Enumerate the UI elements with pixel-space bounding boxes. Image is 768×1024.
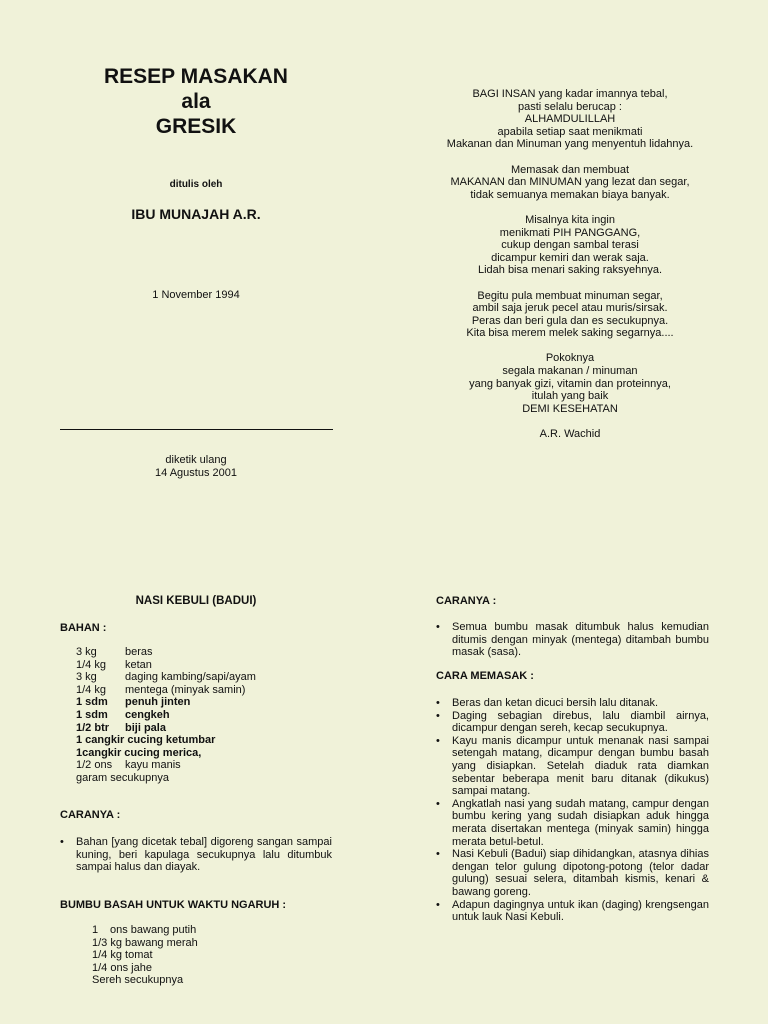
ingredient-row [76,759,256,772]
bumbu-quantity: 1/4 ons jahe [92,961,152,974]
recipe-title: NASI KEBULI (BADUI) [135,595,257,607]
caranya-heading-right: CARANYA : [436,595,497,607]
ingredient-item: beras [125,646,153,658]
ingredient-quantity: 3 kg [76,671,97,684]
poem-line: Lidah bisa menari saking raksyehnya. [477,264,663,277]
ingredient-item: cengkeh [125,708,170,721]
poem-line: apabila setiap saat menikmati [497,125,643,138]
cara-memasak-heading: CARA MEMASAK : [436,670,534,682]
ingredient-item: ketan [125,658,152,671]
poem-line: pasti selalu berucap : [518,100,622,113]
poem-line: dicampur kemiri dan werak saja. [491,251,649,264]
poem-line: itulah yang baik [531,390,609,403]
bumbu-quantity: 1/3 kg bawang merah [92,936,198,949]
poem-line: segala makanan / minuman [502,365,638,378]
bumbu-quantity: 1/4 kg tomat [92,949,153,962]
poem-line: Memasak dan membuat [511,163,629,176]
poem-line: cukup dengan sambal terasi [501,239,639,252]
ingredient-row [76,646,256,659]
bumbu-quantity: 1 [92,924,99,936]
ingredient-row [76,696,256,709]
bumbu-heading: BUMBU BASAH UNTUK WAKTU NGARUH : [60,899,287,911]
title-line-2: ala [181,90,211,113]
list-item: • Semua bumbu masak ditumbuk halus kemudian ditumis dengan minyak (mentega) ditambah bumbu masak (sasa). [436,621,709,659]
bumbu-row [92,949,198,962]
retyped-info [60,454,332,480]
list-item: • Nasi Kebuli (Badui) siap dihidangkan, atasnya dihias dengan telor gulung dipotong-potong (telor dadar gulung) sesuai selera, ditambah kismis, kenari & bawang goreng. [436,848,709,898]
poem-line: DEMI KESEHATAN [522,402,618,415]
poem-stanza [430,164,710,202]
poem-stanza [430,88,710,151]
poem-stanza [430,214,710,277]
ingredient-quantity: 1/4 kg [76,683,106,696]
ingredient-row [76,772,256,785]
poem-line: Begitu pula membuat minuman segar, [477,289,663,302]
poem-line: yang banyak gizi, vitamin dan proteinnya, [469,377,671,390]
poem-line: MAKANAN dan MINUMAN yang lezat dan segar, [450,176,690,189]
divider-line [60,429,333,430]
bumbu-row [92,937,198,950]
ingredient-quantity: 1/2 btr [76,721,110,734]
ingredient-item: mentega (minyak samin) [125,683,246,696]
ingredient-item: daging kambing/sapi/ayam [125,671,256,684]
list-item: • Angkatlah nasi yang sudah matang, campur dengan bumbu kering yang sudah disiapkan aduk hingga merata disertakan mentega (minyak samin) hingga merata betul-betul. [436,798,709,848]
retyped-label: diketik ulang [165,454,227,466]
ingredient-row [76,671,256,684]
caranya-left-list [60,836,332,874]
ingredient-quantity: 1 cangkir cucing ketumbar [76,734,216,747]
ingredient-quantity: 1cangkir cucing merica, [76,746,202,759]
list-item: • Daging sebagian direbus, lalu diambil airnya, dicampur dengan sereh, kecap secukupnya. [436,710,709,735]
poem-line: Misalnya kita ingin [525,213,615,226]
ingredient-quantity: 1/2 ons [76,759,113,772]
ingredient-item: biji pala [125,721,166,734]
poem-line: Makanan dan Minuman yang menyentuh lidahnya. [446,138,694,151]
title-line-1: RESEP MASAKAN [104,65,288,88]
poem-line: ALHAMDULILLAH [524,113,616,126]
ingredient-quantity: 1 sdm [76,696,108,709]
poem-line: A.R. Wachid [539,428,601,441]
ingredient-row [76,709,256,722]
poem-line: Kita bisa merem melek saking segarnya.... [466,327,674,340]
list-item: • Adapun dagingnya untuk ikan (daging) krengsengan untuk lauk Nasi Kebuli. [436,899,709,924]
ingredient-row [76,684,256,697]
title-line-3: GRESIK [155,115,237,138]
written-date: 1 November 1994 [152,289,240,301]
bumbu-row [92,962,198,975]
ingredient-quantity: 1 sdm [76,708,108,721]
ingredient-list [76,646,256,785]
bumbu-row [92,924,198,937]
poem-line: ambil saja jeruk pecel atau muris/sirsak. [472,302,668,315]
poem-stanza [430,290,710,340]
caranya-heading-left: CARANYA : [60,809,121,821]
poem-line: tidak semuanya memakan biaya banyak. [470,188,670,201]
ingredient-row [76,659,256,672]
ingredient-item: penuh jinten [125,696,191,709]
cara-memasak-list [436,697,709,924]
list-item: • Beras dan ketan dicuci bersih lalu ditanak. [436,697,709,710]
written-by-label: ditulis oleh [169,179,223,190]
author-name: IBU MUNAJAH A.R. [131,206,261,222]
bahan-heading: BAHAN : [60,622,107,634]
poem-line: BAGI INSAN yang kadar imannya tebal, [472,88,668,100]
bumbu-item: ons bawang putih [110,924,197,936]
list-item: • Bahan [yang dicetak tebal] digoreng sangan sampai kuning, beri kapulaga secukupnya lalu ditumbuk sampai halus dan diayak. [60,836,332,874]
ingredient-row [76,734,256,747]
poem [430,88,710,453]
ingredient-quantity: 3 kg [76,646,97,658]
ingredient-row [76,722,256,735]
poem-line: Pokoknya [545,352,595,365]
poem-line: Peras dan beri gula dan es secukupnya. [471,314,669,327]
ingredient-item: kayu manis [125,759,181,772]
poem-stanza [430,352,710,415]
list-item: • Kayu manis dicampur untuk menanak nasi sampai setengah matang, dicampur dengan bumbu basah yang disiapkan. Setelah diaduk rata diamkan sebentar beberapa menit baru ditanak (dikukus) sampai matang. [436,735,709,798]
ingredient-row [76,747,256,760]
bumbu-quantity: Sereh secukupnya [92,974,184,987]
bumbu-list [92,924,198,987]
retyped-date: 14 Agustus 2001 [155,467,237,479]
caranya-right-list [436,621,709,659]
ingredient-quantity: 1/4 kg [76,658,106,671]
poem-line: menikmati PIH PANGGANG, [499,226,641,239]
bumbu-row [92,974,198,987]
poem-stanza [430,428,710,441]
ingredient-quantity: garam secukupnya [76,771,169,784]
document-title [60,64,332,139]
